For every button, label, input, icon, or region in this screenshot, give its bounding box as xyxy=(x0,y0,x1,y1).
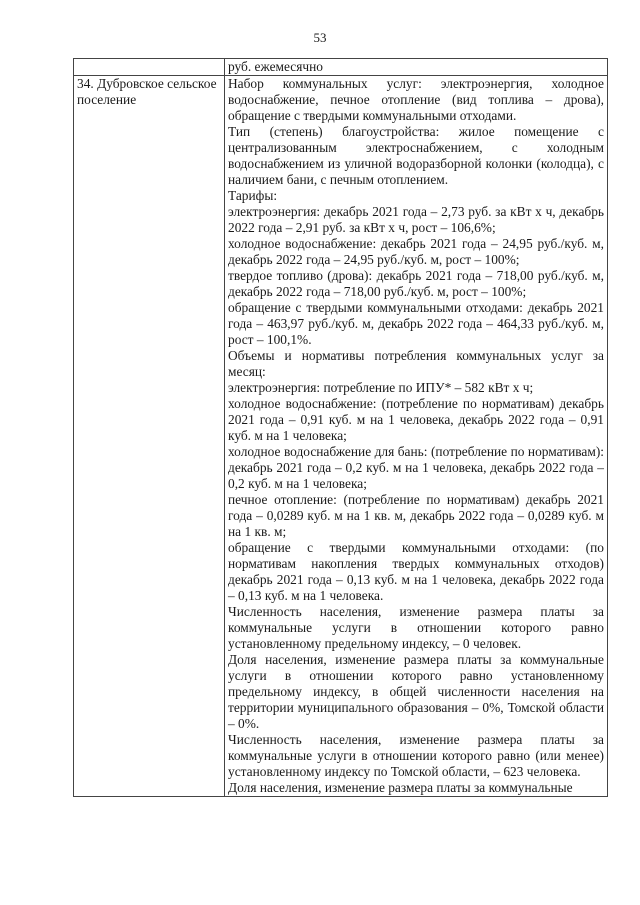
paragraph-population-limit-index: Численность населения, изменение размера платы за коммунальные услуги в отношении которого равно установленному предельному индексу, – 0 человек. xyxy=(228,604,604,651)
paragraph-volume-cold-water: холодное водоснабжение: (потребление по нормативам) декабрь 2021 года – 0,91 куб. м на 1 человека, декабрь 2022 года – 0,91 куб. м на 1 человека; xyxy=(228,396,604,443)
paragraph-share-regional-index: Доля населения, изменение размера платы за коммунальные xyxy=(228,780,573,795)
paragraph-tariff-firewood: твердое топливо (дрова): декабрь 2021 года – 718,00 руб./куб. м, декабрь 2022 года – 718,00 руб./куб. м, рост – 100%; xyxy=(228,268,604,299)
page-number: 53 xyxy=(313,30,327,45)
paragraph-volumes-heading: Объемы и нормативы потребления коммунальных услуг за месяц: xyxy=(228,348,604,379)
paragraph-amenities: Тип (степень) благоустройства: жилое помещение с централизованным электроснабжением, с холодным водоснабжением из уличной водоразборной колонки (колодца), с наличием бани, с печным отоплением. xyxy=(228,124,604,187)
paragraph-tariffs-heading: Тарифы: xyxy=(228,188,278,203)
paragraph-volume-electricity: электроэнергия: потребление по ИПУ* – 582 кВт х ч; xyxy=(228,380,534,395)
settlement-name-cell: 34. Дубровское сельское поселение xyxy=(74,76,225,797)
paragraph-services: Набор коммунальных услуг: электроэнергия, холодное водоснабжение, печное отопление (вид топлива – дрова), обращение с твердыми коммунальными отходами. xyxy=(228,76,604,123)
settlement-details-cell xyxy=(225,76,608,797)
table-cell-continuation: руб. ежемесячно xyxy=(225,59,608,76)
table-row-dubrovskoe xyxy=(74,76,608,797)
paragraph-tariff-waste: обращение с твердыми коммунальными отходами: декабрь 2021 года – 463,97 руб./куб. м, декабрь 2022 года – 464,33 руб./куб. м, рост – 100,1%. xyxy=(228,300,604,347)
paragraph-volume-waste: обращение с твердыми коммунальными отходами: (по нормативам накопления твердых коммунальных отходов) декабрь 2021 года – 0,13 куб. м на 1 человека, декабрь 2022 года – 0,13 куб. м на 1 человека. xyxy=(228,540,604,603)
paragraph-volume-bath-water: холодное водоснабжение для бань: (потребление по нормативам): декабрь 2021 года – 0,2 куб. м на 1 человека, декабрь 2022 года – 0,2 куб. м на 1 человека; xyxy=(228,444,604,491)
table-cell-left-empty xyxy=(74,59,225,76)
paragraph-population-regional-index: Численность населения, изменение размера платы за коммунальные услуги в отношении которого равно (или менее) установленному индексу по Томской области, – 623 человека. xyxy=(228,732,604,779)
paragraph-volume-stove-heating: печное отопление: (потребление по нормативам) декабрь 2021 года – 0,0289 куб. м на 1 кв. м, декабрь 2022 года – 0,0289 куб. м на 1 кв. м; xyxy=(228,492,604,539)
tariff-table xyxy=(73,58,608,797)
paragraph-tariff-cold-water: холодное водоснабжение: декабрь 2021 года – 24,95 руб./куб. м, декабрь 2022 года – 24,95 руб./куб. м, рост – 100%; xyxy=(228,236,604,267)
paragraph-share-limit-index: Доля населения, изменение размера платы за коммунальные услуги в отношении которого равно установленному предельному индексу, в общей численности населения на территории муниципального образования – 0%, Томской области – 0%. xyxy=(228,652,604,731)
table-row-continuation xyxy=(74,59,608,76)
paragraph-tariff-electricity: электроэнергия: декабрь 2021 года – 2,73 руб. за кВт х ч, декабрь 2022 года – 2,91 руб. за кВт х ч, рост – 106,6%; xyxy=(228,204,604,235)
